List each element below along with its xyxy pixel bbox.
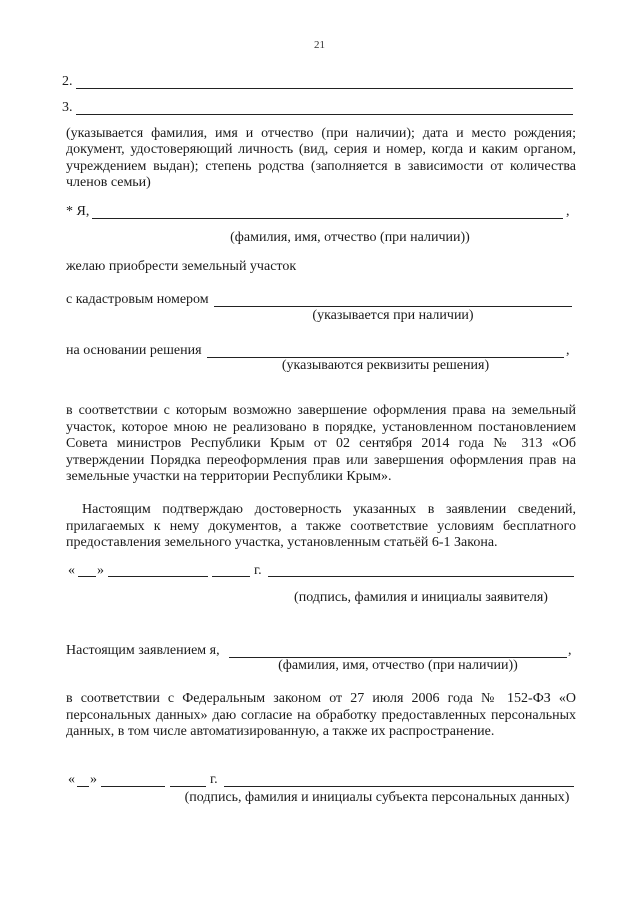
date2-open-quote: « [68, 772, 75, 787]
applicant-comma: , [566, 204, 570, 219]
date1-close-quote: » [97, 563, 104, 578]
page-number: 21 [314, 39, 325, 51]
consent-person-comma: , [568, 643, 572, 658]
wish-text: желаю приобрести земельный участок [66, 259, 297, 274]
date1-day-line[interactable] [78, 576, 96, 577]
date2-month-line[interactable] [101, 786, 165, 787]
applicant-hint: (фамилия, имя, отчество (при наличии)) [230, 230, 470, 245]
cadastral-label: с кадастровым номером [66, 292, 209, 307]
confirmation-paragraph: Настоящим подтверждаю достоверность указанных в заявлении сведений, прилагаемых к нему документов, а также соответствие условиям бесплатного предоставления земельного участка, установленным статьёй 6-1 Закона. [66, 502, 576, 550]
date1-signature-line[interactable] [268, 576, 574, 577]
family-members-hint: (указывается фамилия, имя и отчество (при наличии); дата и место рождения; документ, удостоверяющий личность (вид, серия и номер, когда и каким органом, учреждением выдан); степень родства (заполняется в зависимости от количества членов семьи) [66, 126, 576, 190]
cadastral-hint: (указывается при наличии) [312, 308, 474, 323]
date1-year-line[interactable] [212, 576, 250, 577]
date1-year-suffix: г. [254, 563, 262, 578]
list-item-3-line[interactable] [76, 114, 573, 115]
list-item-3-label: 3. [62, 100, 73, 115]
date2-year-suffix: г. [210, 772, 218, 787]
date1-signature-hint: (подпись, фамилия и инициалы заявителя) [294, 590, 548, 605]
list-item-2-line[interactable] [76, 88, 573, 89]
date1-month-line[interactable] [108, 576, 208, 577]
date2-day-line[interactable] [77, 786, 89, 787]
applicant-name-line[interactable] [92, 218, 563, 219]
date1-open-quote: « [68, 563, 75, 578]
date2-year-line[interactable] [170, 786, 206, 787]
date2-close-quote: » [90, 772, 97, 787]
date2-signature-line[interactable] [224, 786, 574, 787]
decision-comma: , [566, 343, 570, 358]
consent-person-label: Настоящим заявлением я, [66, 643, 220, 658]
consent-paragraph: в соответствии с Федеральным законом от 27 июля 2006 года № 152-ФЗ «О персональных данных» даю согласие на обработку предоставленных персональных данных, в том числе автоматизированную, а также их распространение. [66, 691, 576, 739]
list-item-2-label: 2. [62, 74, 73, 89]
date2-signature-hint: (подпись, фамилия и инициалы субъекта персональных данных) [184, 790, 570, 805]
cadastral-number-line[interactable] [214, 306, 572, 307]
decision-label: на основании решения [66, 343, 202, 358]
consent-person-hint: (фамилия, имя, отчество (при наличии)) [278, 658, 518, 673]
applicant-prefix: * Я, [66, 204, 90, 219]
decision-paragraph: в соответствии с которым возможно завершение оформления права на земельный участок, которое мною не реализовано в порядке, установленном постановлением Совета министров Республики Крым от 02 сентября 2014 года № 313 «Об утверждении Порядка переоформления прав или завершения оформления прав на земельные участки на территории Республики Крым». [66, 403, 576, 484]
decision-hint: (указываются реквизиты решения) [281, 358, 490, 373]
